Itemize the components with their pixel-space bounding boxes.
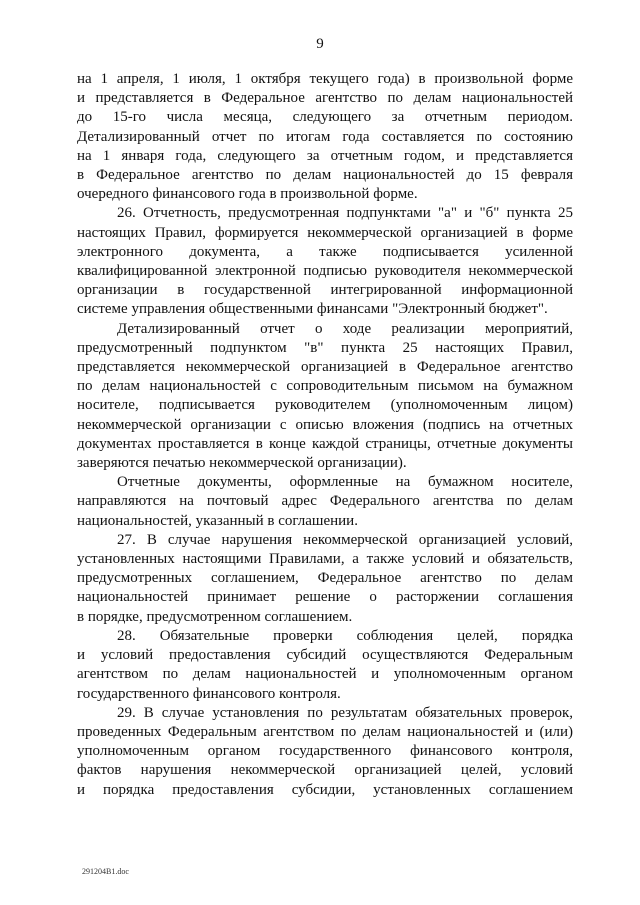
text-line: носителе, подписывается руководителем (уполномоченным лицом) bbox=[77, 397, 573, 414]
text-line: предусмотренный подпунктом "в" пункта 25 настоящих Правил, bbox=[77, 339, 573, 356]
text-line: Детализированный отчет по итогам года составляется по состоянию bbox=[77, 128, 573, 145]
text-line: предусмотренных соглашением, Федеральное агентство по делам bbox=[77, 570, 573, 587]
text-line: представляется некоммерческой организацией в Федеральное агентство bbox=[77, 359, 573, 376]
text-line: квалифицированной электронной подписью руководителя некоммерческой bbox=[77, 263, 573, 280]
text-line: установленных настоящими Правилами, а также условий и обязательств, bbox=[77, 551, 573, 568]
text-line: уполномоченным органом государственного финансового контроля, bbox=[77, 743, 573, 760]
text-line: государственного финансового контроля. bbox=[77, 685, 341, 702]
text-line: очередного финансового года в произвольной форме. bbox=[77, 186, 418, 203]
document-body bbox=[77, 70, 573, 800]
text-line: Отчетные документы, оформленные на бумажном носителе, bbox=[117, 474, 573, 491]
paragraph-28 bbox=[77, 627, 573, 704]
footer-filename: 291204В1.doc bbox=[82, 867, 129, 876]
text-line: по делам национальностей с сопроводительным письмом на бумажном bbox=[77, 378, 573, 395]
text-line: проведенных Федеральным агентством по делам национальностей и (или) bbox=[77, 723, 573, 740]
paragraph-continuation bbox=[77, 70, 573, 204]
text-line: в порядке, предусмотренном соглашением. bbox=[77, 608, 353, 625]
page-number: 9 bbox=[316, 36, 324, 52]
paragraph-27 bbox=[77, 531, 573, 627]
text-line: и условий предоставления субсидий осуществляются Федеральным bbox=[77, 647, 573, 664]
text-line: 26. Отчетность, предусмотренная подпунктами "а" и "б" пункта 25 bbox=[117, 205, 573, 222]
text-line: национальностей принимает решение о расторжении соглашения bbox=[77, 589, 573, 606]
text-line: системе управления общественными финансами "Электронный бюджет". bbox=[77, 301, 548, 318]
text-line: документах проставляется в конце каждой страницы, отчетные документы bbox=[77, 435, 573, 452]
text-line: настоящих Правил, формируется некоммерческой организацией в форме bbox=[77, 224, 573, 241]
text-line: до 15-го числа месяца, следующего за отчетным периодом. bbox=[77, 109, 573, 126]
paragraph-report-documents bbox=[77, 473, 573, 531]
text-line: и представляется в Федеральное агентство по делам национальностей bbox=[77, 90, 573, 107]
paragraph-26 bbox=[77, 204, 573, 319]
text-line: агентством по делам национальностей и уполномоченным органом bbox=[77, 666, 573, 683]
paragraph-detailed-report bbox=[77, 320, 573, 474]
text-line: организации в государственной интегрированной информационной bbox=[77, 282, 573, 299]
paragraph-29 bbox=[77, 704, 573, 800]
text-line: и порядка предоставления субсидии, установленных соглашением bbox=[77, 781, 573, 798]
text-line: некоммерческой организации с описью вложения (подпись на отчетных bbox=[77, 416, 573, 433]
text-line: Детализированный отчет о ходе реализации мероприятий, bbox=[117, 320, 573, 337]
text-line: в Федеральное агентство по делам национальностей до 15 февраля bbox=[77, 167, 573, 184]
text-line: 27. В случае нарушения некоммерческой организацией условий, bbox=[117, 531, 573, 548]
text-line: фактов нарушения некоммерческой организацией целей, условий bbox=[77, 762, 573, 779]
text-line: национальностей, указанный в соглашении. bbox=[77, 512, 358, 529]
text-line: заверяются печатью некоммерческой организации). bbox=[77, 455, 407, 472]
text-line: направляются на почтовый адрес Федерального агентства по делам bbox=[77, 493, 573, 510]
text-line: 29. В случае установления по результатам обязательных проверок, bbox=[117, 704, 573, 721]
text-line: электронного документа, а также подписывается усиленной bbox=[77, 243, 573, 260]
text-line: 28. Обязательные проверки соблюдения целей, порядка bbox=[117, 627, 573, 644]
text-line: на 1 января года, следующего за отчетным годом, и представляется bbox=[77, 147, 573, 164]
text-line: на 1 апреля, 1 июля, 1 октября текущего года) в произвольной форме bbox=[77, 71, 573, 87]
